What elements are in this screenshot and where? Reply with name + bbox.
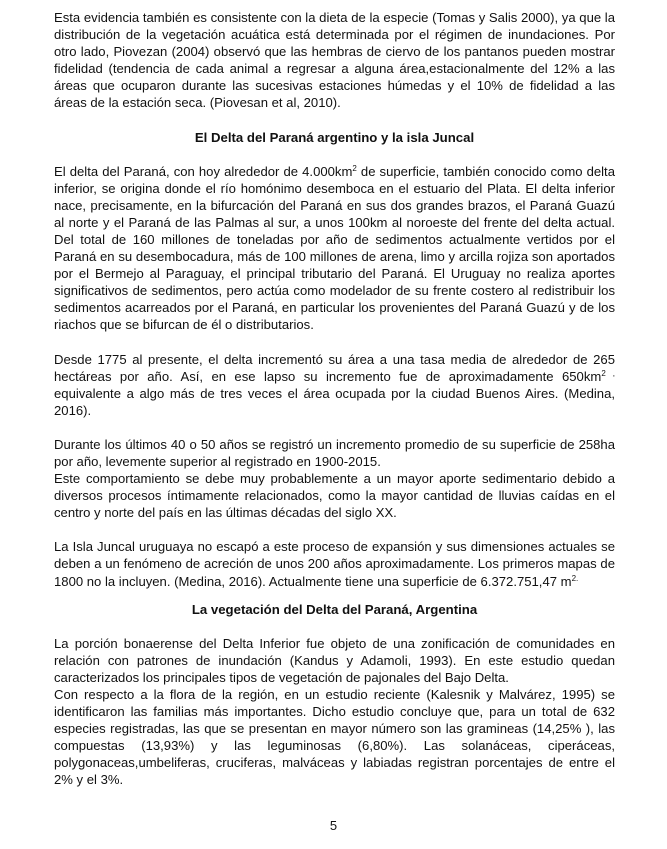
delta-description-text: de superficie, también conocido como delta inferior, se origina donde el río homónimo desemboca en el estuario del Plata. El delta inferior nace, precisamente, en la bifurcación del Paraná en sus dos grandes brazos, el Paraná Guazú al norte y el Paraná de las Palmas al sur, a unos 100km al noroeste del frente del delta actual. Del total de 160 millones de toneladas por año de sedimentos actualmente vertidos por el Paraná en su desembocadura, más de 100 millones de arena, limo y arcilla rojiza son aportados por el Bermejo al Paraguay, el principal tributario del Paraná. El Uruguay no realiza aportes significativos de sedimentos, pero actúa como modelador de su frente costero al redistribuir los sedimentos acarreados por el Paraná, en particular los provenientes del Paraná Guazú y de los riachos que se bifurcan de él o distributarios. — [54, 163, 615, 333]
paragraph-sediment-cause: Este comportamiento se debe muy probablemente a un mayor aporte sedimentario debido a diversos procesos íntimamente relacionados, como la mayor cantidad de lluvias caídas en el centro y norte del país en las últimas décadas del siglo XX. — [54, 471, 615, 521]
page-number: 5 — [329, 818, 338, 833]
growth-comparison-text: equivalente a algo más de tres veces el área ocupada por la ciudad Buenos Aires. (Medina, 2016). — [54, 385, 615, 418]
isla-juncal-text: La Isla Juncal uruguaya no escapó a este proceso de expansión y sus dimensiones actuales se deben a un fenómeno de acreción de unos 200 años aproximadamente. Los primeros mapas de 1800 no la incluyen. (Medina, 2016). Actualmente tiene una superficie de 6.372.751,47 m — [54, 539, 615, 589]
paragraph-deer-fidelity: Esta evidencia también es consistente con la dieta de la especie (Tomas y Salis 2000), ya que la distribución de la vegetación acuática está determinada por el régimen de inundaciones. Por otro lado, Piovezan (2004) observó que las hembras de ciervo de los pantanos pueden mostrar fidelidad (tendencia de cada animal a regresar a alguna área,estacionalmente del 12% a las áreas que ocuparon durante las sucesivas estaciones húmedas y el 10% de fidelidad a las áreas de la estación seca. (Piovesan et al, 2010). — [54, 10, 615, 111]
superscript-km2-growth: 2 , — [601, 368, 615, 378]
section-heading-vegetation: La vegetación del Delta del Paraná, Argentina — [191, 601, 478, 617]
paragraph-delta-description — [54, 163, 615, 334]
paragraph-zonification: La porción bonaerense del Delta Inferior fue objeto de una zonificación de comunidades en relación con patrones de inundación (Kandus y Adamoli, 1993). En este estudio quedan caracterizados los principales tipos de vegetación de pajonales del Bajo Delta. — [54, 635, 615, 685]
paragraph-delta-growth — [54, 351, 615, 419]
paragraph-recent-increase: Durante los últimos 40 o 50 años se registró un incremento promedio de su superficie de 258ha por año, levemente superior al registrado en 1900-2015. — [54, 436, 615, 469]
growth-rate-text: Desde 1775 al presente, el delta incrementó su área a una tasa media de alrededor de 265 hectáreas por año. Así, en ese lapso su incremento fue de aproximadamente 650km — [54, 351, 615, 384]
paragraph-isla-juncal — [54, 538, 615, 589]
superscript-m2: 2. — [571, 573, 579, 583]
paragraph-flora: Con respecto a la flora de la región, en un estudio reciente (Kalesnik y Malvárez, 1995) se identificaron las familias más importantes. Dicho estudio concluye que, para un total de 632 especies registradas, las que se presentan en mayor número son las gramineas (14,25% ), las compuestas (13,93%) y las leguminosas (6,80%). Las solanáceas, ciperáceas, polygonaceas,umbeliferas, cruciferas, malváceas y labiadas registran porcentajes de entre el 2% y el 3%. — [54, 686, 615, 788]
superscript-km2: 2 — [352, 163, 357, 173]
delta-area-text: El delta del Paraná, con hoy alrededor de 4.000km — [54, 163, 353, 179]
section-heading-delta-juncal: El Delta del Paraná argentino y la isla Juncal — [194, 129, 475, 145]
